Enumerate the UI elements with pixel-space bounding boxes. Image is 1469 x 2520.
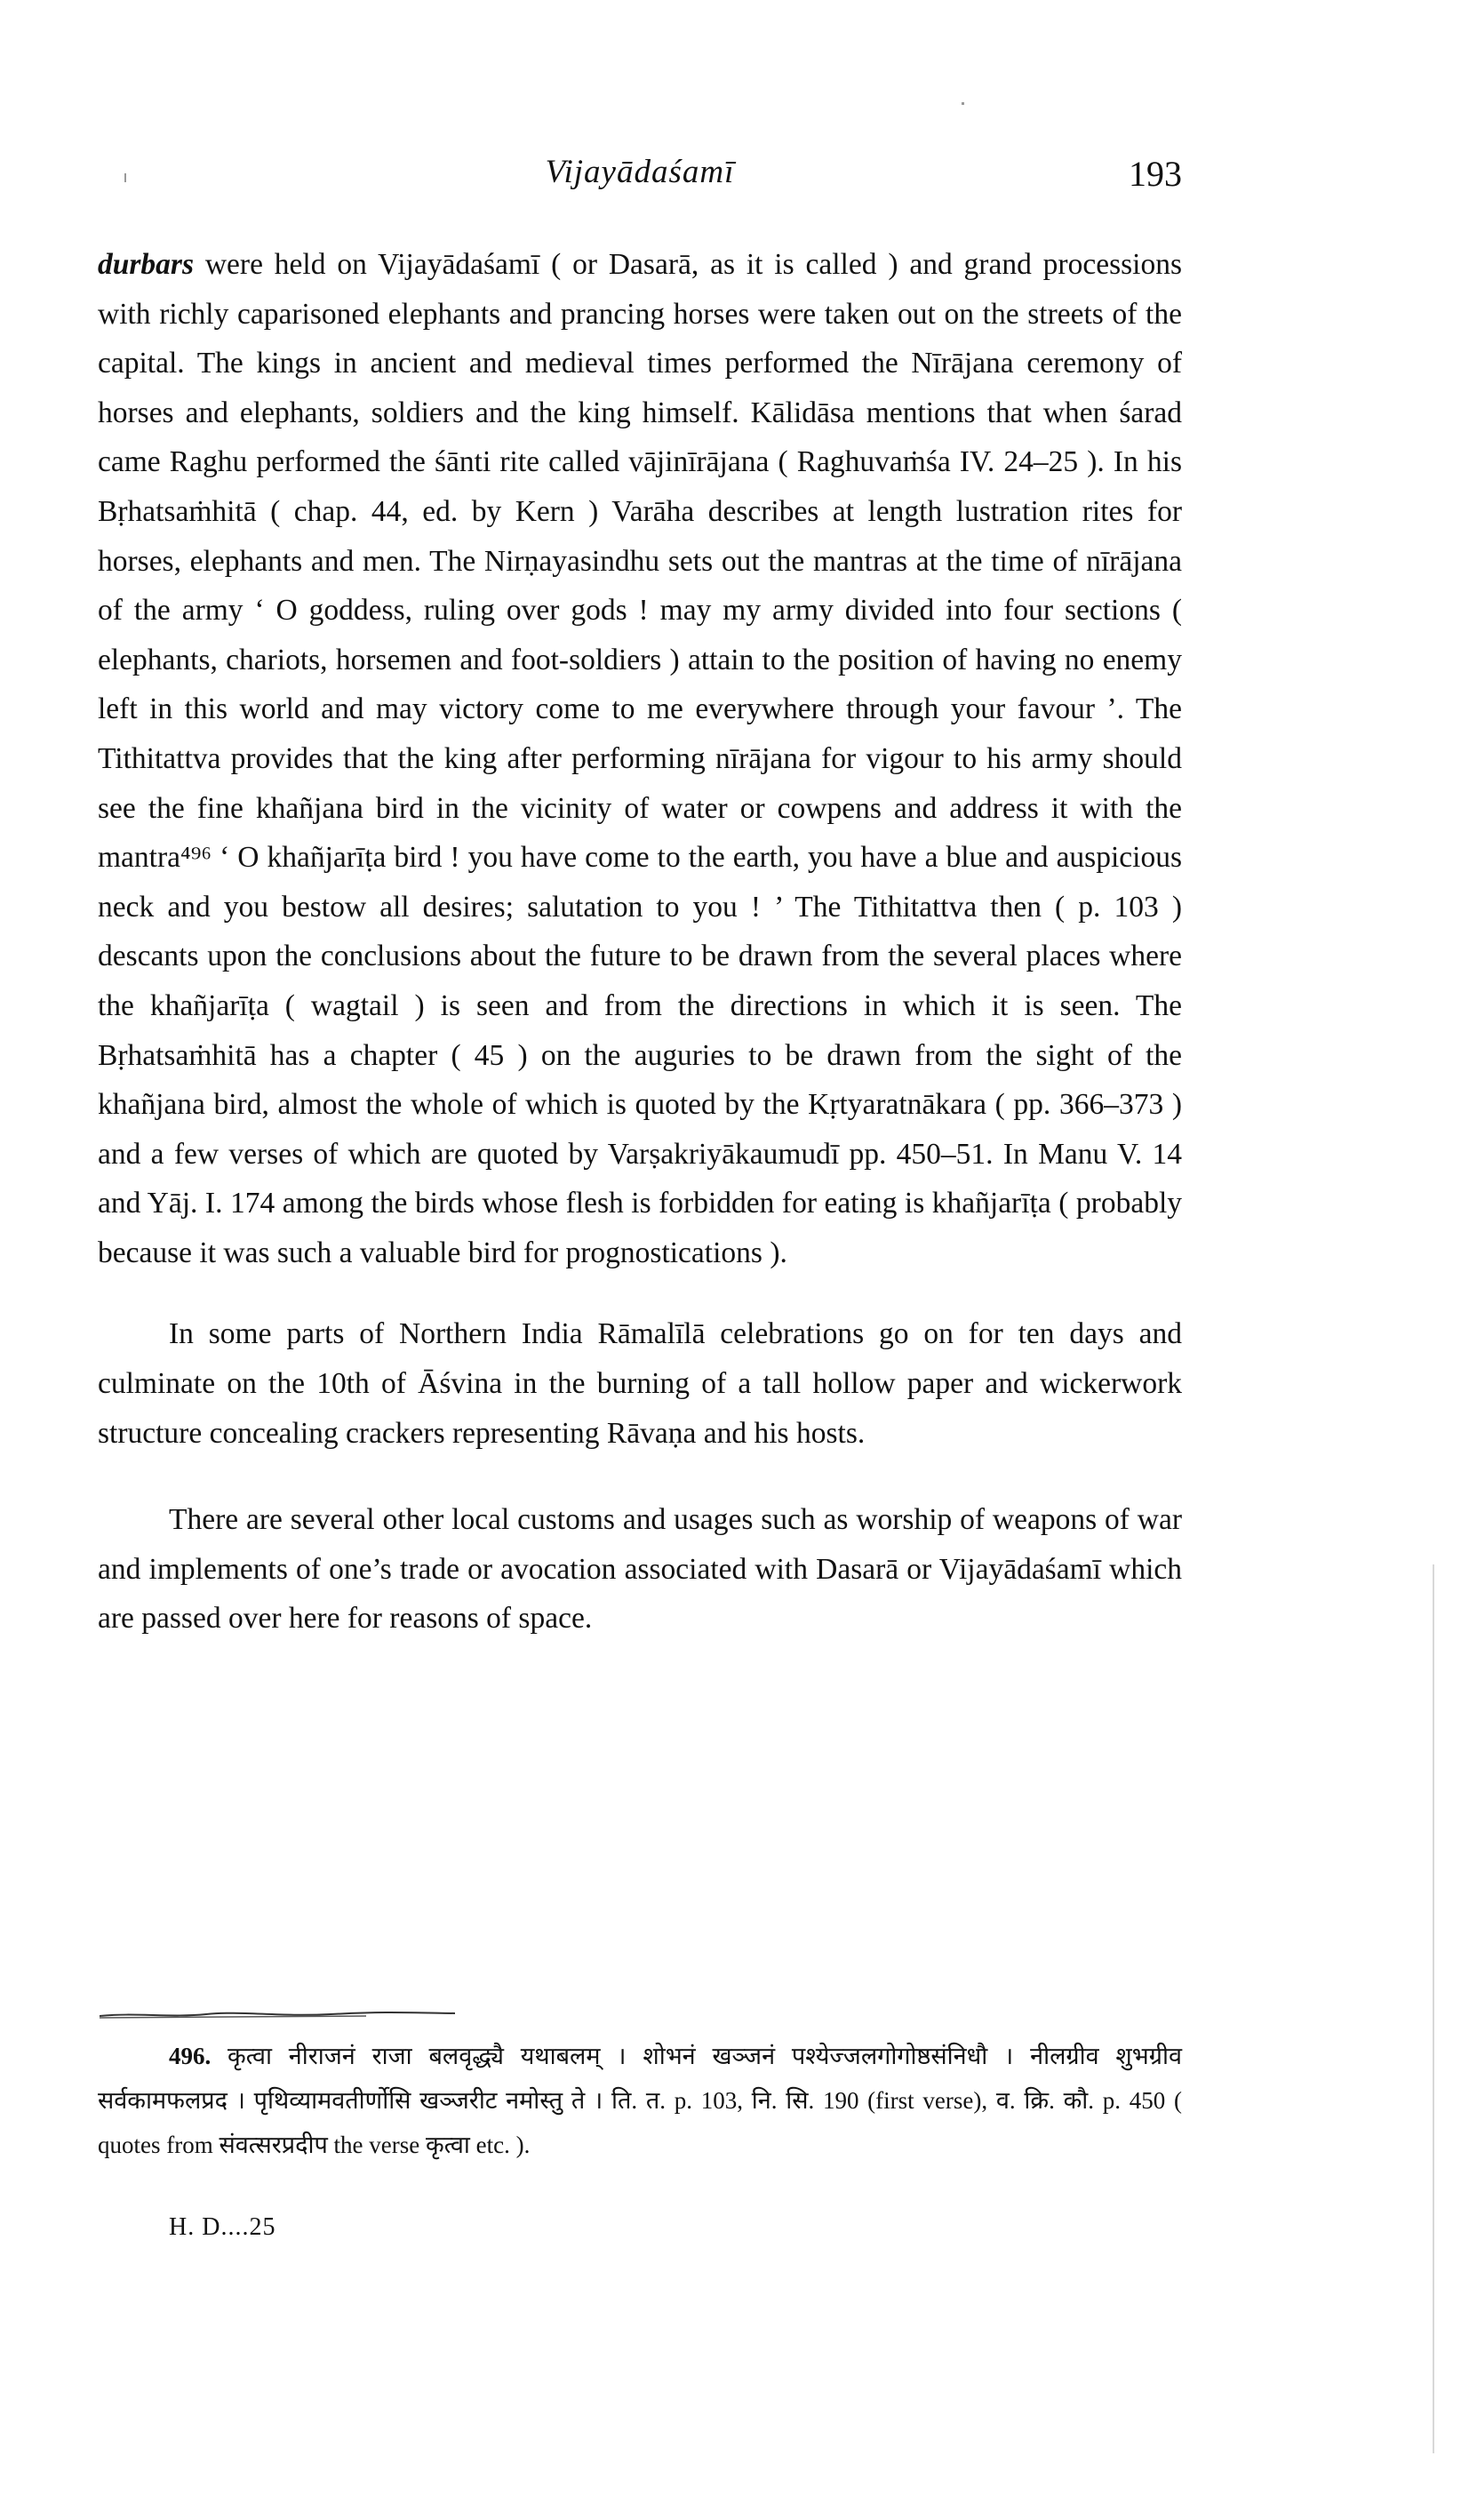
footnote — [98, 2034, 1182, 2167]
footnote-496 — [98, 2034, 1182, 2167]
paragraph-1-text: were held on Vijayādaśamī ( or Dasarā, as it is called ) and grand processions with richly caparisoned elephants and prancing horses were taken out on the streets of the capital. The kings in ancient and medieval times performed the Nīrājana ceremony of horses and elephants, soldiers and the king himself. Kālidāsa mentions that when śarad came Raghu performed the śānti rite called vājinīrājana ( Raghuvaṁśa IV. 24–25 ). In his Bṛhatsaṁhitā ( chap. 44, ed. by Kern ) Varāha describes at length lustration rites for horses, elephants and men. The Nirṇayasindhu sets out the mantras at the time of nīrājana of the army ‘ O goddess, ruling over gods ! may my army divided into four sections ( elephants, chariots, horsemen and foot-soldiers ) attain to the position of having no enemy left in this world and may victory come to me everywhere through your favour ’. The Tithitattva provides that the king after performing nīrājana for vigour to his army should see the fine khañjana bird in the vicinity of water or cowpens and address it with the mantra⁴⁹⁶ ‘ O khañjarīṭa bird ! you have come to the earth, you have a blue and auspicious neck and you bestow all desires; salutation to you ! ’ The Tithitattva then ( p. 103 ) descants upon the conclusions about the future to be drawn from the several places where the khañjarīṭa ( wagtail ) is seen and from the directions in which it is seen. The Bṛhatsaṁhitā has a chapter ( 45 ) on the auguries to be drawn from the sight of the khañjana bird, almost the whole of which is quoted by the Kṛtyaratnākara ( pp. 366–373 ) and a few verses of which are quoted by Varṣakriyākaumudī pp. 450–51. In Manu V. 14 and Yāj. I. 174 among the birds whose flesh is forbidden for eating is khañjarīṭa ( probably because it was such a valuable bird for prognostications ). — [98, 248, 1182, 1269]
footnote-text: कृत्वा नीराजनं राजा बलवृद्ध्यै यथाबलम् । शोभनं खञ्जनं पश्येज्जलगोगोष्ठसंनिधौ । नीलग्रीव शुभग्रीव सर्वकामफलप्रद । पृथिव्यामवतीर्णोसि खञ्जरीट नमोस्तु ते । ति. त. p. 103, नि. सि. 190 (first verse), व. क्रि. कौ. p. 450 ( quotes from संवत्सरप्रदीप the verse कृत्वा etc. ). — [98, 2043, 1182, 2158]
paragraph-2: In some parts of Northern India Rāmalīlā celebrations go on for ten days and culminate on the 10th of Āśvina in the burning of a tall hollow paper and wickerwork structure concealing crackers representing Rāvaṇa and his hosts. — [98, 1317, 1182, 1450]
signature-mark: H. D....25 — [169, 2213, 276, 2241]
footnote-rule — [100, 2011, 455, 2020]
footnote-number: 496. — [169, 2043, 212, 2069]
paragraph-1 — [98, 240, 1182, 1277]
body-text — [98, 240, 1182, 1644]
running-head — [98, 153, 1182, 206]
scan-speck — [124, 173, 126, 182]
scan-speck — [962, 102, 964, 105]
scan-edge-line — [1433, 1564, 1434, 2453]
running-title: Vijayādaśamī — [545, 154, 735, 190]
paragraph-1-lead: durbars — [98, 248, 194, 281]
paragraph-3: There are several other local customs and usages such as worship of weapons of war and implements of one’s trade or avocation associated with Dasarā or Vijayādaśamī which are passed over here for reasons of space. — [98, 1503, 1182, 1636]
page-number: 193 — [1129, 154, 1182, 194]
